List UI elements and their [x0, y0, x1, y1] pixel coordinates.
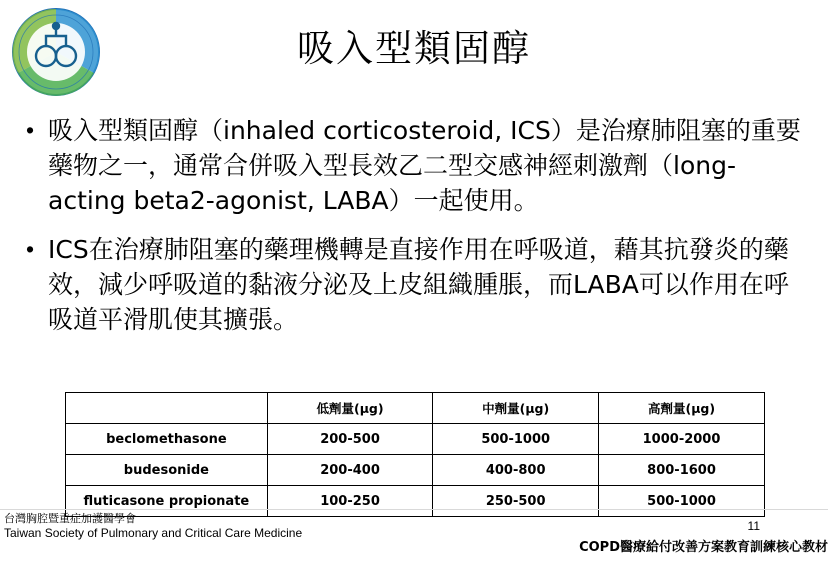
- table-cell-low: 100-250: [267, 486, 433, 517]
- bullet-text: ICS在治療肺阻塞的藥理機轉是直接作用在呼吸道，藉其抗發炎的藥效，減少呼吸道的黏液分泌及上皮組織腫脹，而LABA可以作用在呼吸道平滑肌使其擴張。: [48, 235, 789, 334]
- bullet-text: 吸入型類固醇（inhaled corticosteroid, ICS）是治療肺阻塞的重要藥物之一，通常合併吸入型長效乙二型交感神經刺激劑（long-acting beta2-agonist, LABA）一起使用。: [48, 116, 801, 215]
- table-header-medium-dose: 中劑量(μg): [433, 393, 599, 424]
- bullet-list: [26, 113, 806, 351]
- table-header-low-dose: 低劑量(μg): [267, 393, 433, 424]
- bullet-marker: •: [26, 236, 35, 262]
- ics-dose-table: [65, 392, 765, 517]
- bullet-marker: •: [26, 117, 35, 143]
- table-cell-drug: budesonide: [66, 455, 268, 486]
- footer-org-english: Taiwan Society of Pulmonary and Critical Care Medicine: [4, 526, 303, 540]
- table-cell-drug: beclomethasone: [66, 424, 268, 455]
- table-cell-high: 500-1000: [599, 486, 765, 517]
- table-header-row: [66, 393, 765, 424]
- footer-divider: [0, 509, 828, 510]
- list-item: [26, 113, 806, 218]
- table-cell-low: 200-400: [267, 455, 433, 486]
- table-cell-high: 1000-2000: [599, 424, 765, 455]
- table-cell-low: 200-500: [267, 424, 433, 455]
- table-cell-medium: 250-500: [433, 486, 599, 517]
- table-cell-medium: 400-800: [433, 455, 599, 486]
- table-header-blank: [66, 393, 268, 424]
- footer-org-chinese: 台灣胸腔暨重症加護醫學會: [4, 512, 136, 525]
- table-cell-medium: 500-1000: [433, 424, 599, 455]
- table-cell-high: 800-1600: [599, 455, 765, 486]
- footer-course-title: COPD醫療給付改善方案教育訓練核心教材: [579, 540, 828, 555]
- table-header-high-dose: 高劑量(μg): [599, 393, 765, 424]
- table-row: [66, 424, 765, 455]
- table-cell-drug: fluticasone propionate: [66, 486, 268, 517]
- page-number: 11: [747, 519, 760, 533]
- footer-organization: [4, 511, 302, 541]
- list-item: [26, 232, 806, 337]
- table-row: [66, 455, 765, 486]
- page-title: 吸入型類固醇: [297, 27, 531, 70]
